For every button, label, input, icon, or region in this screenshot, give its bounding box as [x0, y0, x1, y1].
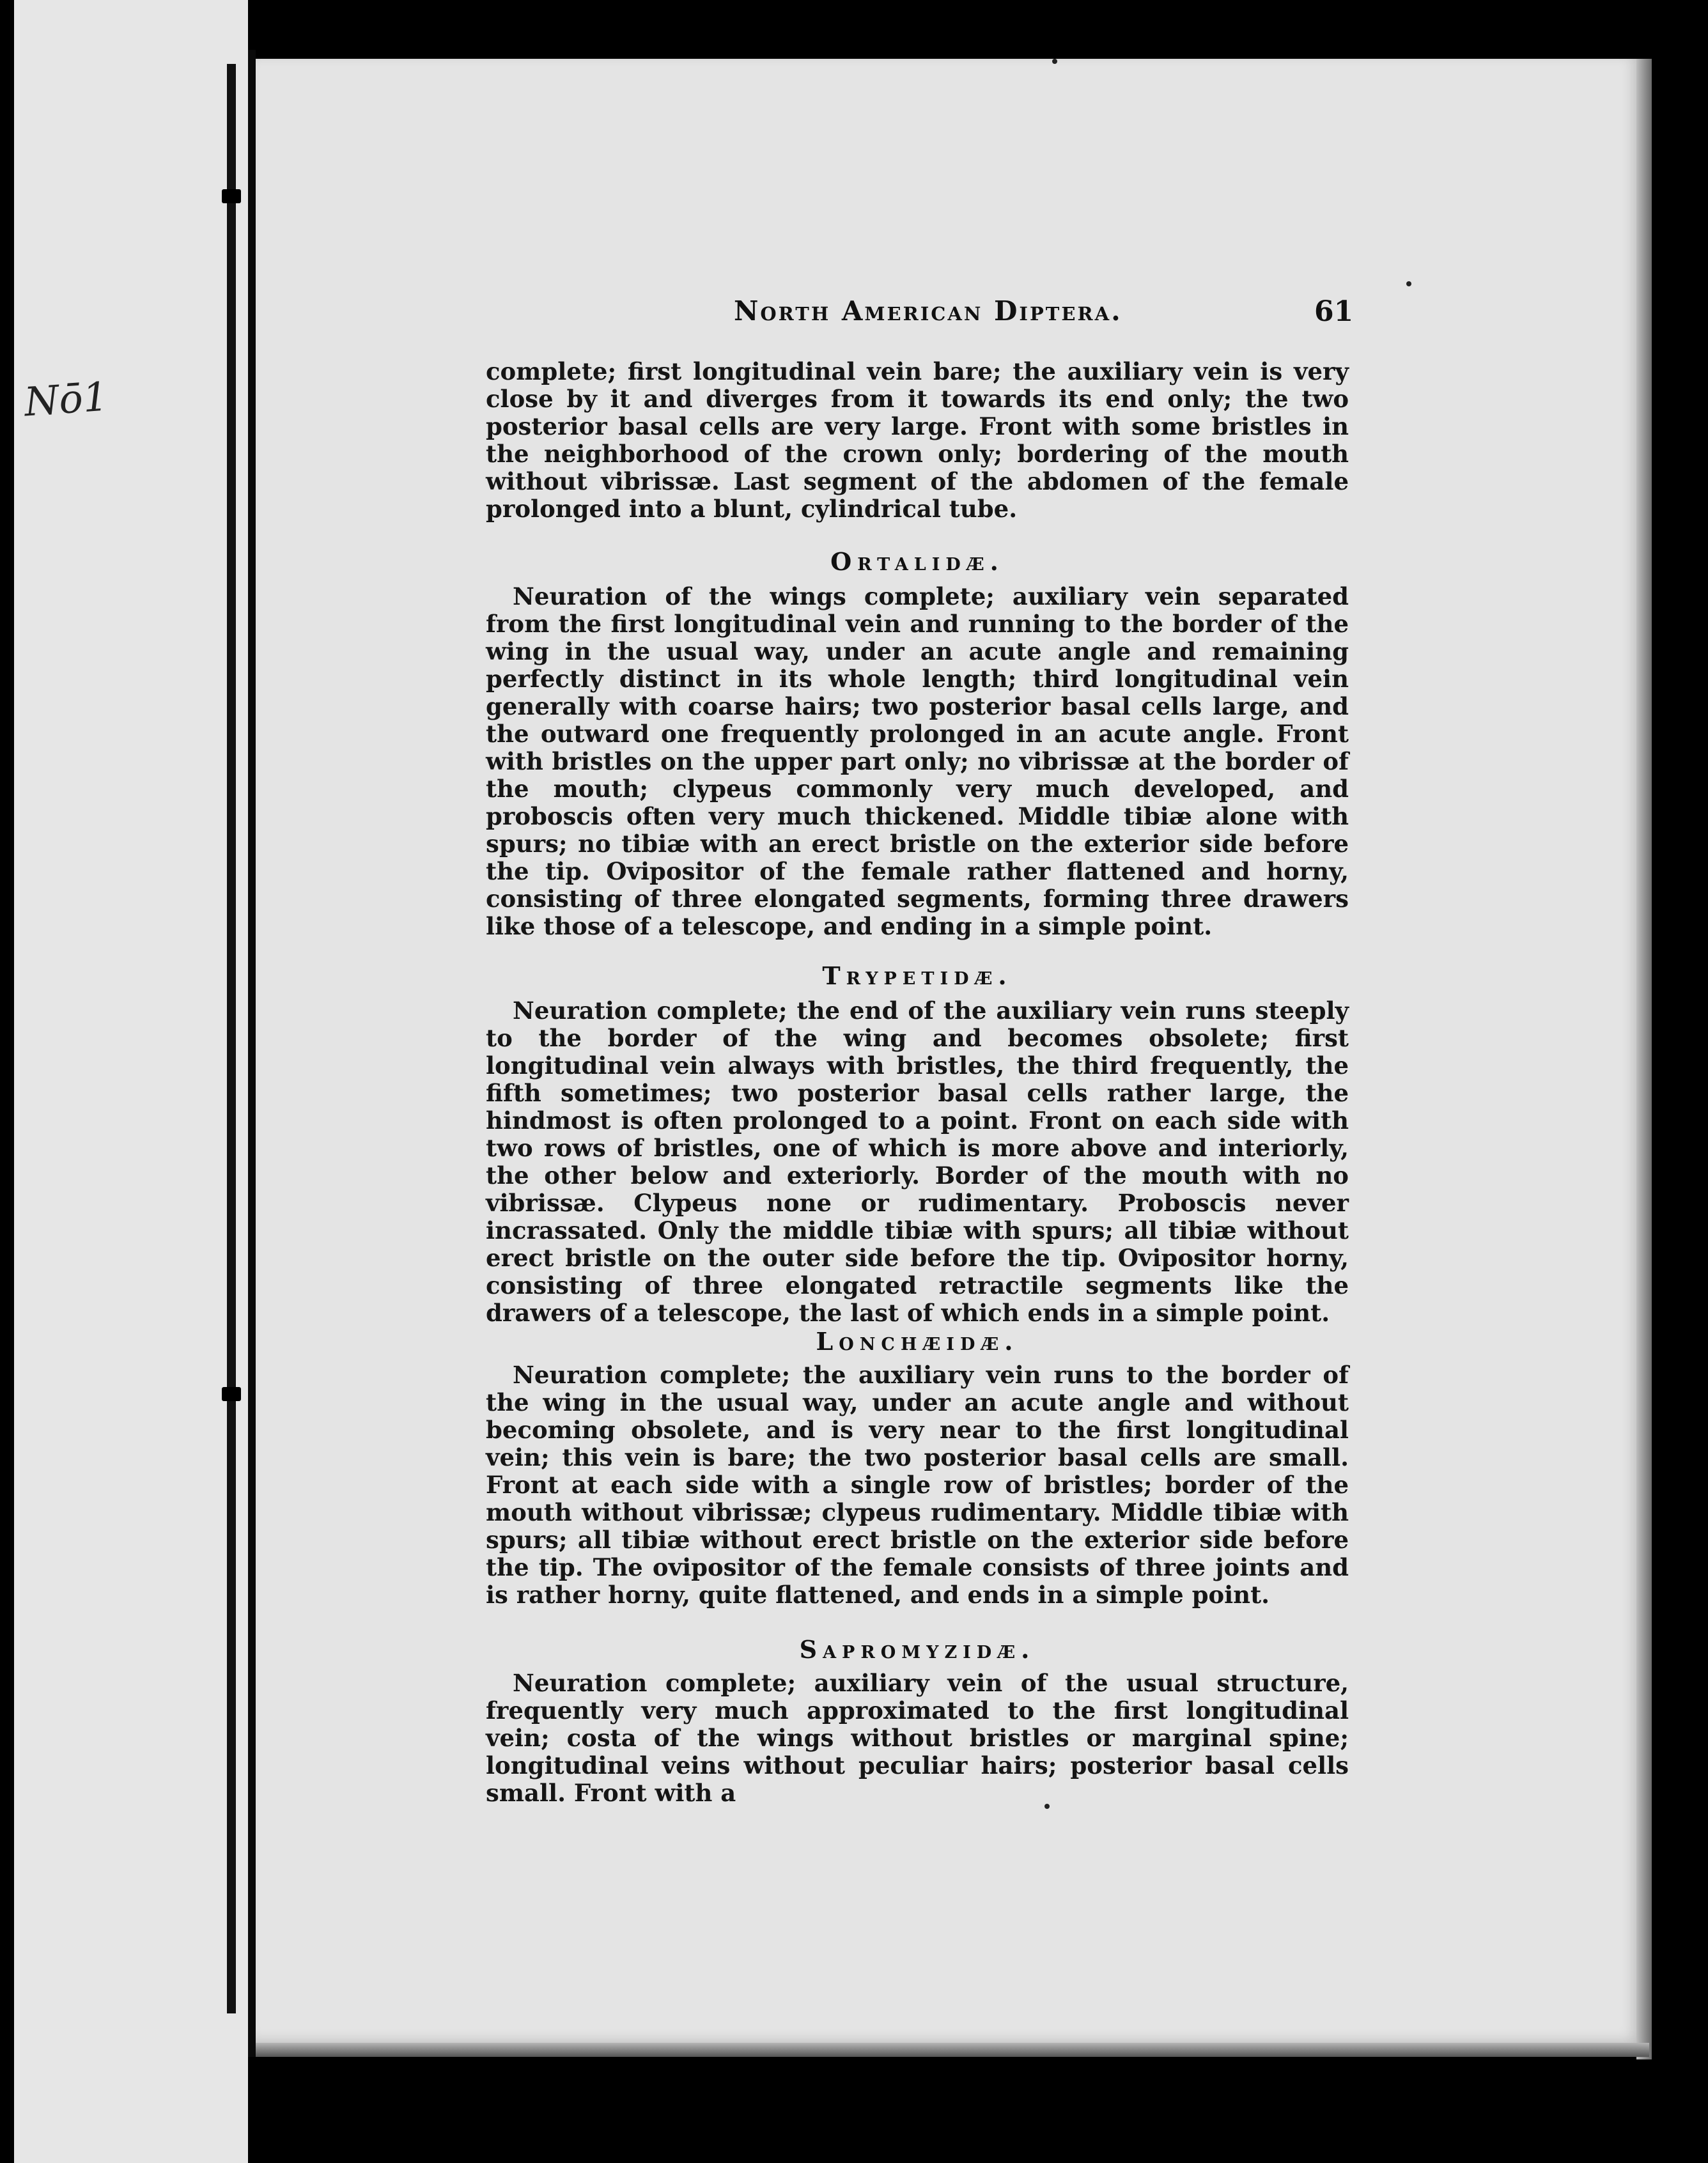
binding-mark: [222, 189, 241, 203]
print-speck: [1044, 1804, 1050, 1809]
print-speck: [1406, 281, 1411, 286]
handwritten-margin-note: Nō1: [22, 373, 110, 426]
scan-edge: [0, 0, 14, 2163]
page-edge-shadow-bottom: [256, 2043, 1649, 2057]
page-edge-shadow: [1636, 59, 1652, 2059]
binding-mark: [222, 1387, 241, 1401]
section-text-trypetidae: Neuration complete; the end of the auxiliary vein runs steeply to the border of the wing and becomes obsolete; first longitudinal vein always with bristles, the third frequently, the fifth sometimes; two posterior basal cells rather large, the hindmost is often prolonged to a point. Front on each side with two rows of bristles, one of which is more above and interiorly, the other below and exteriorly. Border of the mouth with no vibrissæ. Clypeus none or rudimentary. Proboscis never incrassated. Only the middle tibiæ with spurs; all tibiæ without erect bristle on the outer side before the tip. Ovipositor horny, consisting of three elongated retractile segments like the drawers of a telescope, the last of which ends in a simple point.: [486, 996, 1349, 1327]
section-heading-trypetidae: Trypetidæ.: [822, 961, 1013, 990]
section-heading-ortalidae: Ortalidæ.: [830, 547, 1004, 576]
section-heading-lonchaeidae: Lonchæidæ.: [816, 1327, 1019, 1356]
book-binding-line: [227, 64, 236, 2013]
page-number: 61: [1314, 295, 1354, 328]
page-gutter: [248, 50, 256, 2057]
facing-page-margin: [0, 0, 248, 2163]
continuation-paragraph: complete; first longitudinal vein bare; the auxiliary vein is very close by it and diverges from it towards its end only; the two posterior basal cells are very large. Front with some bristles in the neighborhood of the crown only; bordering of the mouth without vibrissæ. Last segment of the abdomen of the female prolonged into a blunt, cylindrical tube.: [486, 357, 1349, 523]
print-speck: [1052, 59, 1057, 64]
section-text-ortalidae: Neuration of the wings complete; auxiliary vein separated from the first longitudinal vein and running to the border of the wing in the usual way, under an acute angle and remaining perfectly distinct in its whole length; third longitudinal vein generally with coarse hairs; two posterior basal cells large, and the outward one frequently prolonged in an acute angle. Front with bristles on the upper part only; no vibrissæ at the border of the mouth; clypeus commonly very much developed, and proboscis often very much thickened. Middle tibiæ alone with spurs; no tibiæ with an erect bristle on the exterior side before the tip. Ovipositor of the female rather flattened and horny, consisting of three elongated segments, forming three drawers like those of a telescope, and ending in a simple point.: [486, 582, 1349, 940]
section-heading-sapromyzidae: Sapromyzidæ.: [799, 1635, 1036, 1664]
running-head: North American Diptera.: [734, 295, 1122, 327]
section-text-lonchaeidae: Neuration complete; the auxiliary vein runs to the border of the wing in the usual way, under an acute angle and without becoming obsolete, and is very near to the first longitudinal vein; this vein is bare; the two posterior basal cells are small. Front at each side with a single row of bristles; border of the mouth without vibrissæ; clypeus rudimentary. Middle tibiæ with spurs; all tibiæ without erect bristle on the exterior side before the tip. The ovipositor of the female consists of three joints and is rather horny, quite flattened, and ends in a simple point.: [486, 1361, 1349, 1609]
section-text-sapromyzidae: Neuration complete; auxiliary vein of the usual structure, frequently very much approximated to the first longitudinal vein; costa of the wings without bristles or marginal spine; longitudinal veins without peculiar hairs; posterior basal cells small. Front with a: [486, 1669, 1349, 1807]
